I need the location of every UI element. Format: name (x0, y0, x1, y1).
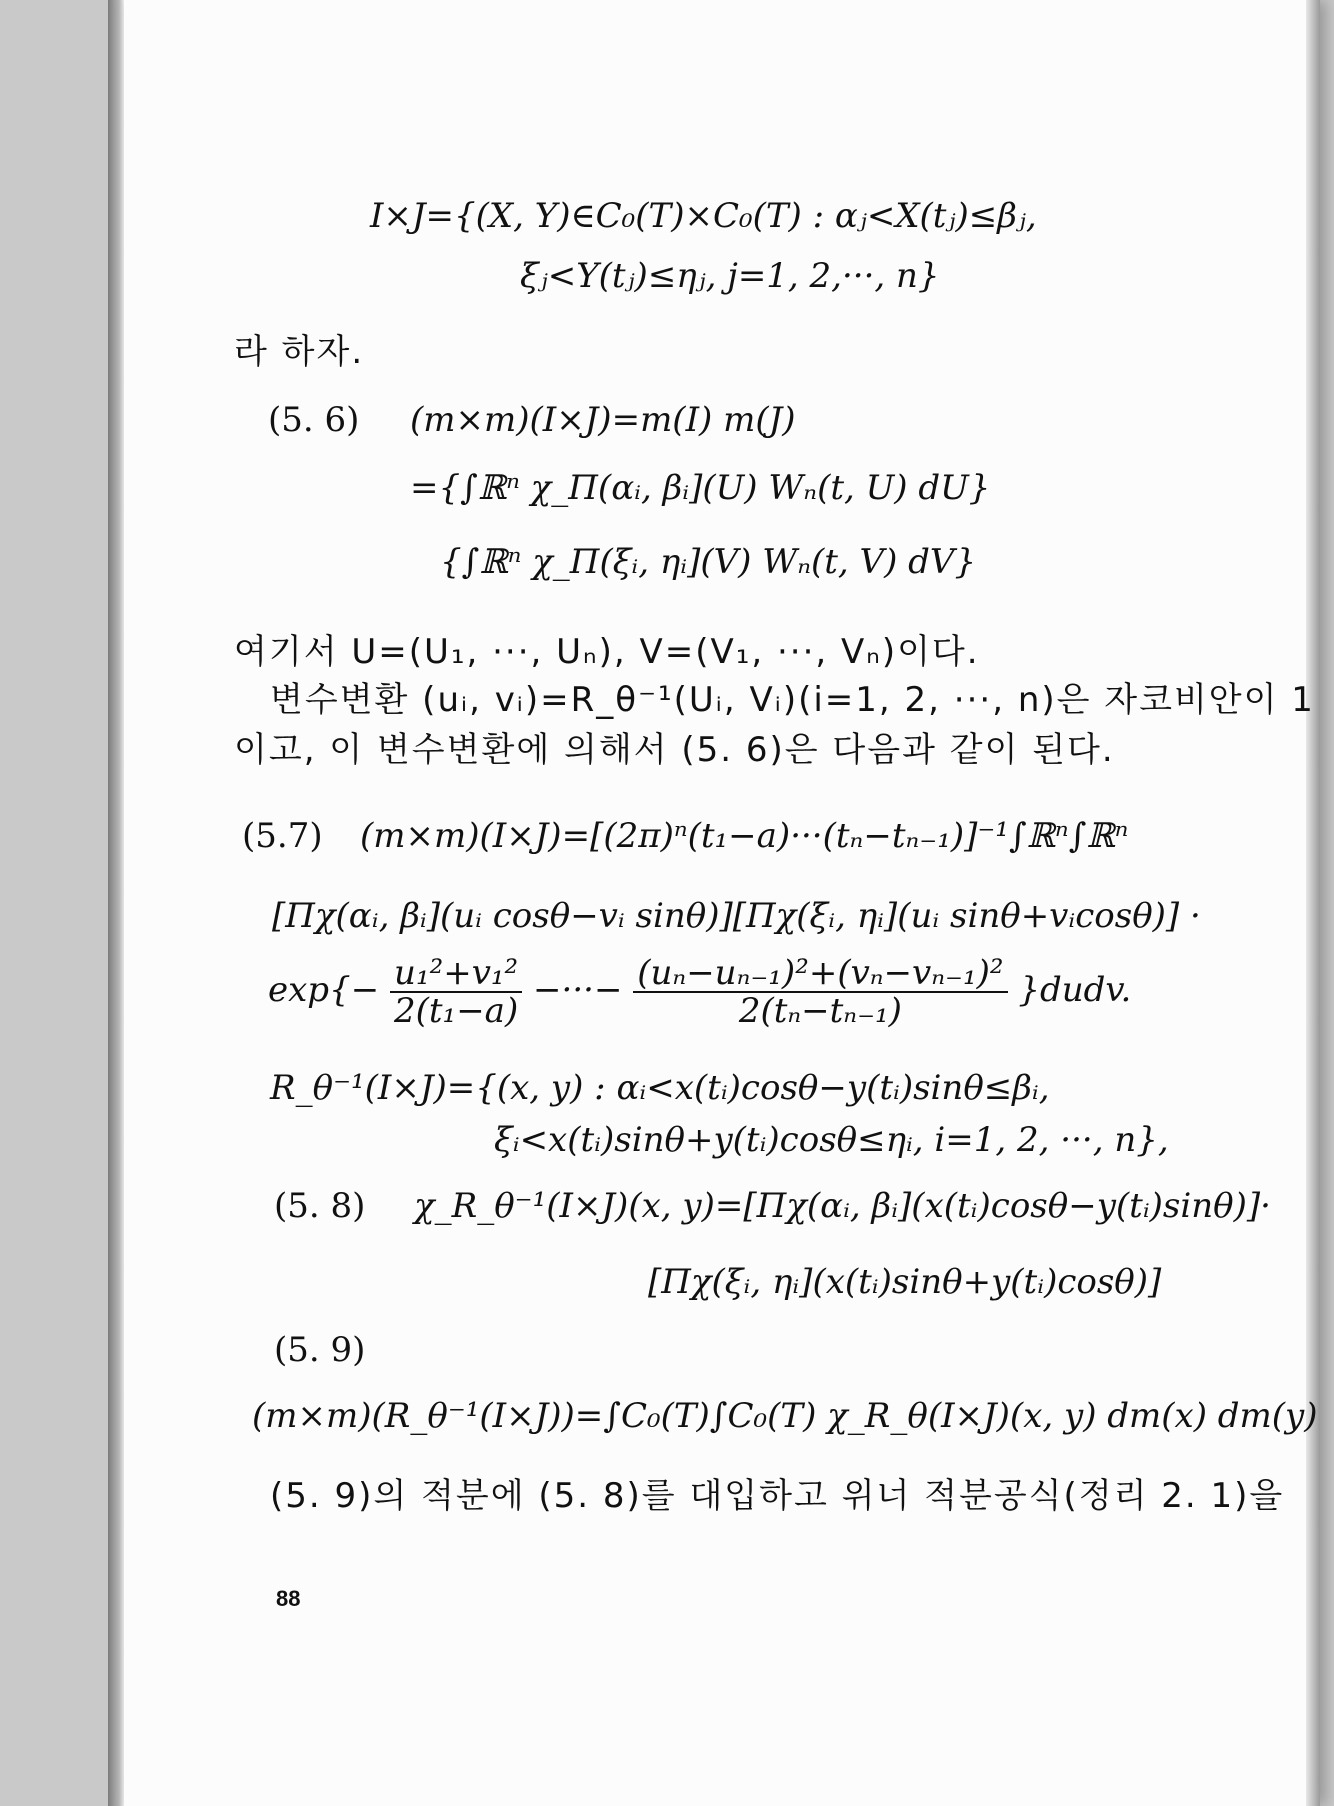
page-edge-shadow (1306, 0, 1320, 1806)
eq58-label: (5. 8) (274, 1186, 366, 1226)
eq59-label: (5. 9) (274, 1330, 366, 1370)
eq56-line1: (m×m)(I×J)=m(I) m(J) (410, 400, 796, 440)
eq57-frac2 (633, 955, 1007, 1029)
book-page (124, 0, 1320, 1806)
text-change-line2: 이고, 이 변수변환에 의해서 (5. 6)은 다음과 같이 된다. (234, 730, 1115, 770)
eq57-frac1 (390, 955, 522, 1029)
eq56-label: (5. 6) (268, 400, 360, 440)
eq57-frac2-den: 2(tₙ−tₙ₋₁) (738, 991, 902, 1031)
eq-R-line2: ξᵢ<x(tᵢ)sinθ+y(tᵢ)cosθ≤ηᵢ, i=1, 2, ···, n}, (494, 1120, 1169, 1160)
eq-R-line1: R_θ⁻¹(I×J)={(x, y) : αᵢ<x(tᵢ)cosθ−y(tᵢ)sinθ≤βᵢ, (270, 1068, 1050, 1108)
eq-setdef-line1: I×J={(X, Y)∈C₀(T)×C₀(T) : αⱼ<X(tⱼ)≤βⱼ, (370, 196, 1037, 236)
eq-setdef-line2: ξⱼ<Y(tⱼ)≤ηⱼ, j=1, 2,···, n} (520, 256, 940, 296)
eq58-line1: χ_R_θ⁻¹(I×J)(x, y)=[Πχ(αᵢ, βᵢ](x(tᵢ)cosθ−y(tᵢ)sinθ)]· (414, 1186, 1271, 1226)
eq57-exp-line (268, 950, 1131, 1030)
eq58-line2: [Πχ(ξᵢ, ηᵢ](x(tᵢ)sinθ+y(tᵢ)cosθ)] (648, 1262, 1162, 1302)
eq57-frac1-den: 2(t₁−a) (394, 991, 519, 1031)
eq57-end: }dudv. (1018, 970, 1132, 1010)
page-number: 88 (276, 1586, 301, 1611)
eq57-line2: [Πχ(αᵢ, βᵢ](uᵢ cosθ−vᵢ sinθ)][Πχ(ξᵢ, ηᵢ](uᵢ sinθ+vᵢcosθ)] · (272, 896, 1201, 936)
text-let: 라 하자. (234, 332, 365, 372)
text-last: (5. 9)의 적분에 (5. 8)를 대입하고 위너 적분공식(정리 2. 1)을 (270, 1476, 1285, 1516)
book-spine-shadow (108, 0, 124, 1806)
eq56-line3: {∫ℝⁿ χ_Π(ξᵢ, ηᵢ](V) Wₙ(t, V) dV} (440, 542, 977, 582)
text-change-line1: 변수변환 (uᵢ, vᵢ)=R_θ⁻¹(Uᵢ, Vᵢ)(i=1, 2, ···, n)은 자코비안이 1 (270, 680, 1315, 720)
eq57-line1: (m×m)(I×J)=[(2π)ⁿ(t₁−a)···(tₙ−tₙ₋₁)]⁻¹∫ℝⁿ∫ℝⁿ (360, 816, 1129, 856)
eq57-frac2-num: (uₙ−uₙ₋₁)²+(vₙ−vₙ₋₁)² (633, 955, 1007, 993)
eq56-line2: ={∫ℝⁿ χ_Π(αᵢ, βᵢ](U) Wₙ(t, U) dU} (410, 468, 991, 508)
text-where: 여기서 U=(U₁, ···, Uₙ), V=(V₁, ···, Vₙ)이다. (234, 632, 980, 672)
eq57-label: (5.7) (242, 816, 323, 856)
eq59-line1: (m×m)(R_θ⁻¹(I×J))=∫C₀(T)∫C₀(T) χ_R_θ(I×J)(x, y) dm(x) dm(y) (252, 1396, 1318, 1436)
eq57-frac1-num: u₁²+v₁² (390, 955, 522, 993)
eq57-exp: exp{− (268, 970, 380, 1010)
eq57-dots: −···− (533, 970, 623, 1010)
